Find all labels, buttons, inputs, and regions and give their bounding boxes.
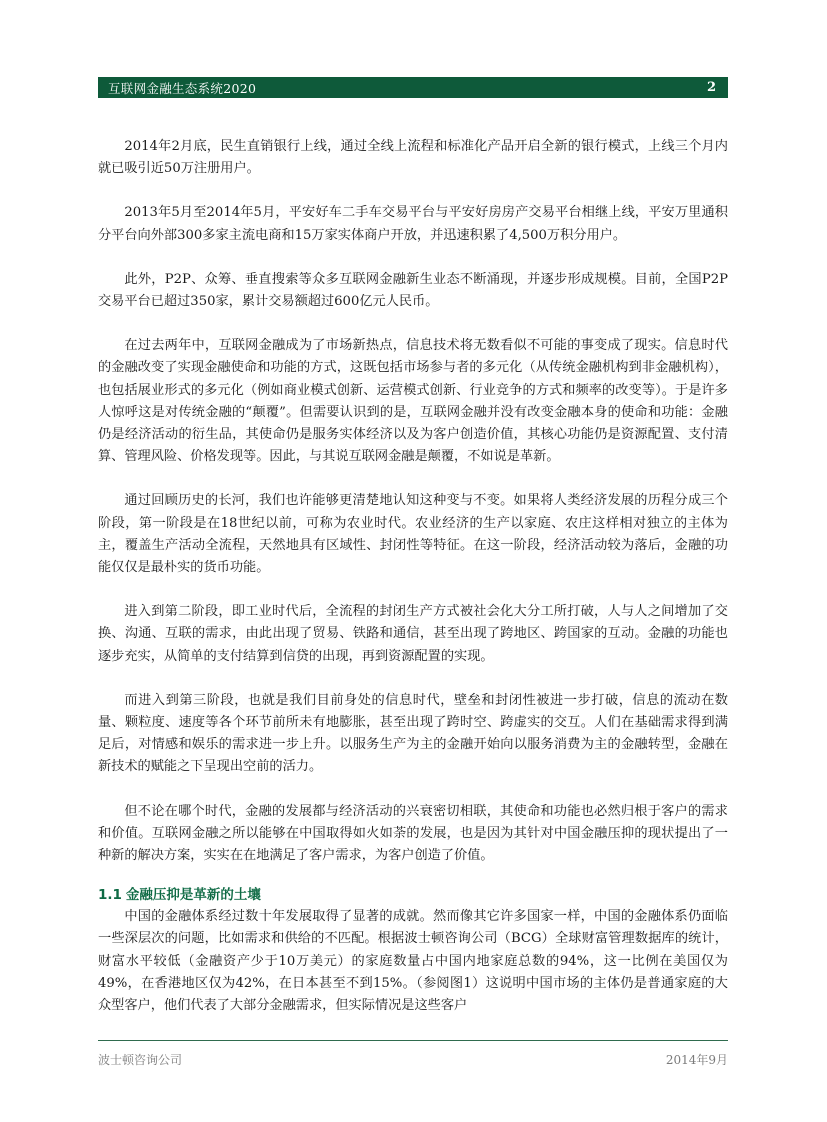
footer-date: 2014年9月 [665, 1053, 728, 1067]
body-paragraph: 此外，P2P、众筹、垂直搜索等众多互联网金融新生业态不断涌现，并逐步形成规模。目前，全国P2P交易平台已超过350家，累计交易额超过600亿元人民币。 [98, 271, 728, 310]
page-number: 2 [706, 80, 716, 95]
footer-divider [98, 1040, 728, 1041]
body-paragraph: 但不论在哪个时代，金融的发展都与经济活动的兴衰密切相联，其使命和功能也必然归根于客户的需求和价值。互联网金融之所以能够在中国取得如火如荼的发展，也是因为其针对中国金融压抑的现状提出了一种新的解决方案，实实在在地满足了客户需求，为客户创造了价值。 [98, 803, 728, 864]
section-heading [98, 884, 728, 906]
body-paragraph: 2013年5月至2014年5月，平安好车二手车交易平台与平安好房房产交易平台相继上线，平安万里通积分平台向外部300多家主流电商和15万家实体商户开放，并迅速积累了4,500万积分用户。 [98, 205, 728, 243]
footer-publisher: 波士顿咨询公司 [98, 1053, 183, 1067]
body-paragraph: 通过回顾历史的长河，我们也许能够更清楚地认知这种变与不变。如果将人类经济发展的历程分成三个阶段，第一阶段是在18世纪以前，可称为农业时代。农业经济的生产以家庭、农庄这样相对独立的主体为主，覆盖生产活动全流程，天然地具有区域性、封闭性等特征。在这一阶段，经济活动较为落后，金融的功能仅仅是最朴实的货币功能。 [98, 493, 728, 576]
page-header [98, 77, 728, 98]
body-paragraph: 进入到第二阶段，即工业时代后，全流程的封闭生产方式被社会化大分工所打破，人与人之间增加了交换、沟通、互联的需求，由此出现了贸易、铁路和通信，甚至出现了跨地区、跨国家的互动。金融的功能也逐步充实，从简单的支付结算到信贷的出现，再到资源配置的实现。 [98, 604, 728, 664]
body-paragraph: 而进入到第三阶段，也就是我们目前身处的信息时代，壁垒和封闭性被进一步打破，信息的流动在数量、颗粒度、速度等各个环节前所未有地膨胀，甚至出现了跨时空、跨虚实的交互。人们在基础需求得到满足后，对情感和娱乐的需求进一步上升。以服务生产为主的金融开始向以服务消费为主的金融转型，金融在新技术的赋能之下呈现出空前的活力。 [98, 692, 728, 775]
section-paragraph: 中国的金融体系经过数十年发展取得了显著的成就。然而像其它许多国家一样，中国的金融体系仍面临一些深层次的问题，比如需求和供给的不匹配。根据波士顿咨询公司（BCG）全球财富管理数据库的统计，财富水平较低（金融资产少于10万美元）的家庭数量占中国内地家庭总数的94%，这一比例在美国仅为49%，在香港地区仅为42%，在日本甚至不到15%。（参阅图1）这说明中国市场的主体仍是普通家庭的大众型客户，他们代表了大部分金融需求，但实际情况是这些客户 [98, 909, 728, 1014]
section-title: 金融压抑是革新的土壤 [125, 887, 261, 904]
section-number: 1.1 [98, 887, 122, 904]
header-title: 互联网金融生态系统2020 [108, 80, 257, 96]
document-body [98, 136, 728, 1017]
body-paragraph: 在过去两年中，互联网金融成为了市场新热点，信息技术将无数看似不可能的事变成了现实。信息时代的金融改变了实现金融使命和功能的方式，这既包括市场参与者的多元化（从传统金融机构到非金融机构），也包括展业形式的多元化（例如商业模式创新、运营模式创新、行业竞争的方式和频率的改变等）。于是许多人惊呼这是对传统金融的“颠覆”。但需要认识到的是，互联网金融并没有改变金融本身的使命和功能：金融仍是经济活动的衍生品，其使命仍是服务实体经济以及为客户创造价值，其核心功能仍是资源配置、支付清算、管理风险、价格发现等。因此，与其说互联网金融是颠覆，不如说是革新。 [98, 338, 728, 465]
body-paragraph: 2014年2月底，民生直销银行上线，通过全线上流程和标准化产品开启全新的银行模式，上线三个月内就已吸引近50万注册用户。 [98, 139, 728, 177]
